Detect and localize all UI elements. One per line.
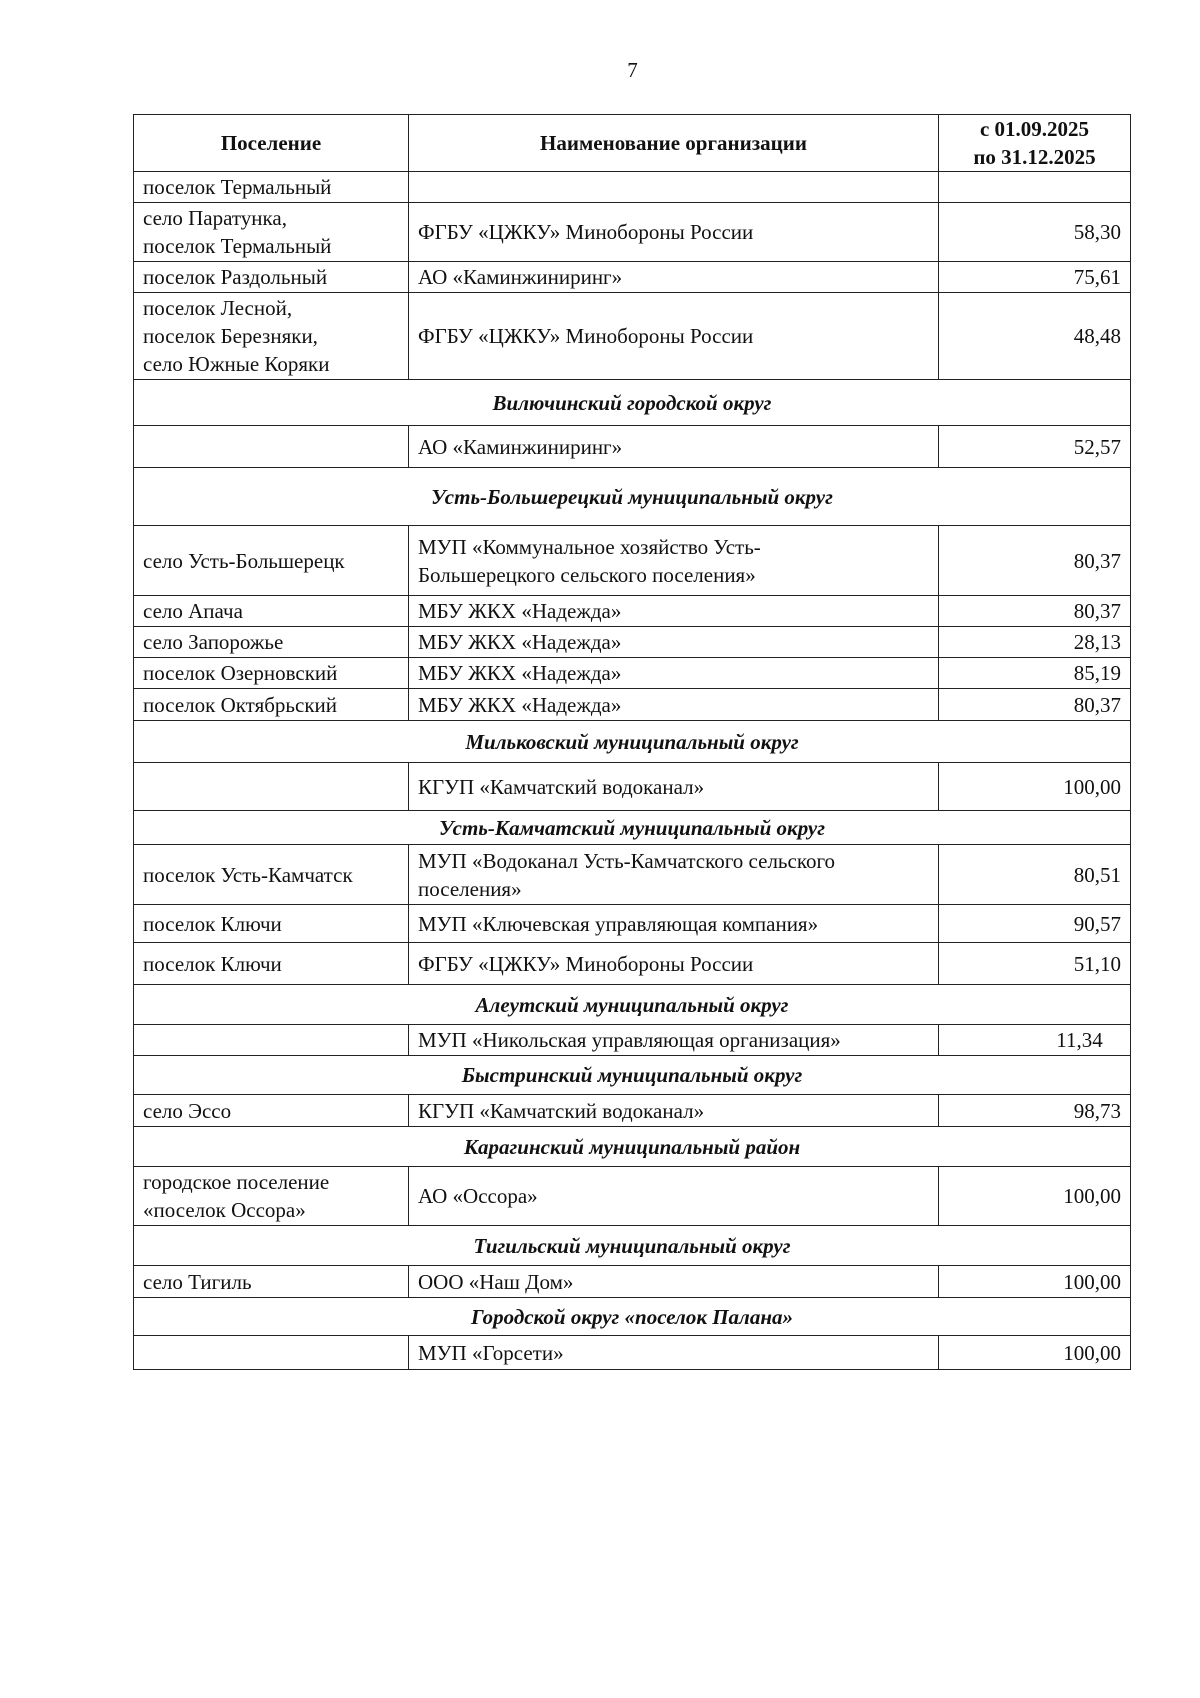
organization-cell-line: Большерецкого сельского поселения» [418,562,756,587]
value-cell: 85,19 [939,658,1131,689]
settlement-cell-line: поселок Октябрьский [143,692,338,717]
settlement-cell-line: поселок Раздольный [143,265,328,289]
table-row [134,1266,1131,1298]
settlement-cell [134,689,409,721]
section-heading-row [134,468,1131,526]
settlement-cell [134,627,409,658]
settlement-cell [134,1336,409,1370]
table-row [134,203,1131,262]
organization-cell [409,763,939,811]
organization-cell-line: ФГБУ «ЦЖКУ» Минобороны России [418,324,754,348]
value-cell: 75,61 [939,262,1131,293]
settlement-cell-line: поселок Термальный [143,175,332,199]
settlement-cell-line: село Запорожье [143,630,284,654]
table-row [134,526,1131,596]
table-row [134,426,1131,468]
organization-cell-line: МУП «Горсети» [418,1340,564,1365]
value-cell: 11,34 [939,1025,1131,1056]
organization-cell [409,1025,939,1056]
organization-cell-line: АО «Каминжиниринг» [418,434,623,459]
settlement-cell-line: поселок Березняки, [143,324,318,348]
organization-cell [409,426,939,468]
organization-cell-line: МУП «Коммунальное хозяйство Усть- [418,534,761,559]
organization-cell-line: КГУП «Камчатский водоканал» [418,1098,705,1123]
organization-cell-line: МУП «Водоканал Усть-Камчатского сельского [418,848,836,873]
settlement-cell-line: поселок Ключи [143,911,282,936]
section-title: Алеутский муниципальный округ [134,985,1131,1025]
value-cell: 100,00 [939,763,1131,811]
value-cell: 80,37 [939,596,1131,627]
organization-cell-line: КГУП «Камчатский водоканал» [418,774,705,799]
settlement-cell-line: село Паратунка, [143,206,287,230]
table-row [134,943,1131,985]
value-cell: 80,51 [939,845,1131,905]
organization-cell-line: ООО «Наш Дом» [418,1269,574,1294]
organization-cell [409,658,939,689]
value-cell: 28,13 [939,627,1131,658]
table-row [134,689,1131,721]
table-row [134,262,1131,293]
organization-cell [409,905,939,943]
section-heading-row [134,1127,1131,1167]
table-row [134,763,1131,811]
value-cell: 100,00 [939,1266,1131,1298]
organization-cell [409,627,939,658]
table-row [134,845,1131,905]
organization-cell [409,1266,939,1298]
table-row [134,172,1131,203]
section-heading-row [134,1226,1131,1266]
organization-cell-line: МБУ ЖКХ «Надежда» [418,661,622,685]
organization-cell [409,1336,939,1370]
settlement-cell-line: поселок Лесной, [143,296,293,320]
table-row [134,596,1131,627]
section-title: Мильковский муниципальный округ [134,721,1131,763]
settlement-cell [134,262,409,293]
value-cell: 80,37 [939,689,1131,721]
settlement-cell [134,172,409,203]
section-title: Вилючинский городской округ [134,380,1131,426]
settlement-cell-line: село Тигиль [143,1269,252,1294]
table-row [134,1095,1131,1127]
settlement-cell [134,426,409,468]
table-row [134,293,1131,380]
settlement-cell [134,293,409,380]
organization-cell-line: МБУ ЖКХ «Надежда» [418,630,622,654]
settlement-cell [134,203,409,262]
table-body [134,172,1131,1370]
organization-cell [409,1167,939,1226]
value-cell: 58,30 [939,203,1131,262]
section-heading-row [134,1056,1131,1095]
settlement-cell [134,526,409,596]
organization-cell-line: МУП «Никольская управляющая организация» [418,1028,841,1052]
table-row [134,1167,1131,1226]
organization-cell-line: АО «Каминжиниринг» [418,265,623,289]
table-row [134,1336,1131,1370]
settlement-cell-line: поселок Усть-Камчатск [143,862,353,887]
organization-cell-line: АО «Оссора» [418,1184,538,1208]
tariff-table [133,114,1131,1370]
section-heading-row [134,380,1131,426]
table-header [134,115,1131,172]
organization-cell [409,293,939,380]
organization-cell [409,1095,939,1127]
organization-cell [409,262,939,293]
header-period-start: с 01.09.2025 [979,117,1090,141]
header-row [134,115,1131,172]
settlement-cell [134,1025,409,1056]
value-cell: 52,57 [939,426,1131,468]
section-heading-row [134,811,1131,845]
value-cell: 90,57 [939,905,1131,943]
value-cell: 100,00 [939,1167,1131,1226]
section-title: Быстринский муниципальный округ [134,1056,1131,1095]
organization-cell-line: МУП «Ключевская управляющая компания» [418,911,819,936]
section-heading-row [134,985,1131,1025]
section-title: Карагинский муниципальный район [134,1127,1131,1167]
settlement-cell [134,658,409,689]
header-settlement: Поселение [134,115,409,172]
organization-cell [409,203,939,262]
settlement-cell [134,596,409,627]
header-period [939,115,1131,172]
settlement-cell [134,1095,409,1127]
settlement-cell [134,905,409,943]
section-heading-row [134,1298,1131,1336]
organization-cell-line: МБУ ЖКХ «Надежда» [418,692,622,717]
header-period-end: по 31.12.2025 [973,145,1096,169]
organization-cell [409,172,939,203]
settlement-cell [134,943,409,985]
settlement-cell-line: село Эссо [143,1098,232,1123]
settlement-cell-line: городское поселение [143,1170,330,1194]
value-cell: 48,48 [939,293,1131,380]
table-row [134,905,1131,943]
organization-cell-line: ФГБУ «ЦЖКУ» Минобороны России [418,220,754,244]
table-row [134,627,1131,658]
section-title: Городской округ «поселок Палана» [134,1298,1131,1336]
table-row [134,1025,1131,1056]
organization-cell [409,596,939,627]
settlement-cell [134,763,409,811]
header-organization: Наименование организации [409,115,939,172]
settlement-cell-line: поселок Ключи [143,951,282,976]
section-title: Усть-Камчатский муниципальный округ [134,811,1131,845]
value-cell: 51,10 [939,943,1131,985]
settlement-cell [134,1167,409,1226]
table-row [134,658,1131,689]
settlement-cell-line: село Южные Коряки [143,352,330,376]
settlement-cell-line: поселок Озерновский [143,661,338,685]
organization-cell-line: ФГБУ «ЦЖКУ» Минобороны России [418,951,754,976]
organization-cell [409,689,939,721]
value-cell: 80,37 [939,526,1131,596]
section-title: Тигильский муниципальный округ [134,1226,1131,1266]
page-number: 7 [627,58,638,82]
settlement-cell-line: «поселок Оссора» [143,1198,306,1222]
value-cell [939,172,1131,203]
section-heading-row [134,721,1131,763]
organization-cell [409,845,939,905]
settlement-cell-line: село Апача [143,599,243,623]
section-title: Усть-Большерецкий муниципальный округ [134,468,1131,526]
organization-cell-line: поселения» [418,876,522,901]
value-cell: 98,73 [939,1095,1131,1127]
settlement-cell-line: село Усть-Большерецк [143,548,345,573]
settlement-cell [134,845,409,905]
settlement-cell [134,1266,409,1298]
organization-cell-line: МБУ ЖКХ «Надежда» [418,599,622,623]
organization-cell [409,943,939,985]
settlement-cell-line: поселок Термальный [143,234,332,258]
organization-cell [409,526,939,596]
value-cell: 100,00 [939,1336,1131,1370]
